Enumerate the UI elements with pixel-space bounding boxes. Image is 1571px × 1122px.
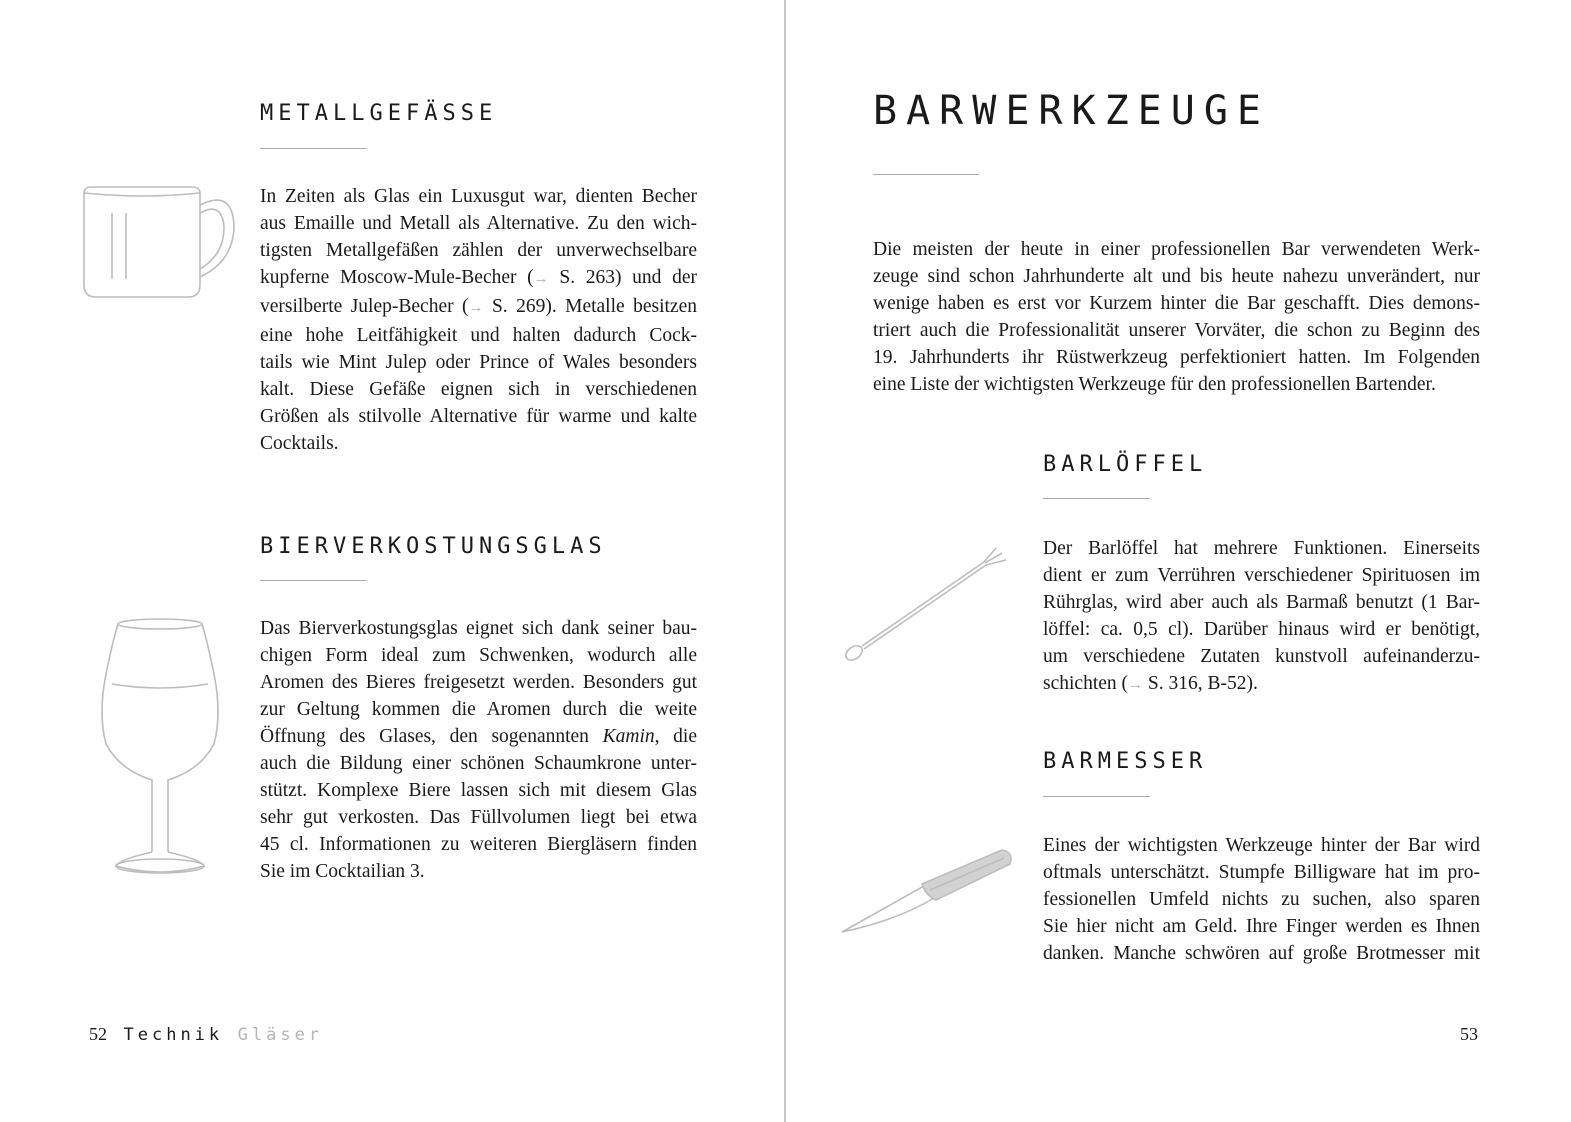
bar-spoon-icon (838, 540, 1018, 670)
page-title: BARWERKZEUGE (873, 88, 1270, 134)
italic-term: Kamin (602, 726, 655, 747)
text-line: Eines der wichtigsten Werkzeuge hinter der Bar wird (1043, 835, 1480, 856)
text-line: oftmals unterschätzt. Stumpfe Billigware hat im pro- (1043, 862, 1480, 883)
metal-mug-icon (80, 183, 238, 303)
paragraph-bierverkostungsglas (260, 615, 697, 885)
paragraph-metallgefaesse (260, 183, 697, 457)
text-line: 45 cl. Informationen zu weiteren Biergläsern finden (260, 834, 697, 855)
paragraph-barmesser (1043, 832, 1480, 967)
text-line: schichten (→ S. 316, B-52). (1043, 673, 1258, 694)
heading-rule (1043, 796, 1150, 797)
heading-rule (260, 580, 367, 581)
paragraph-barloeffel (1043, 535, 1480, 699)
text-line: dient er zum Verrühren verschiedener Spirituosen im (1043, 565, 1480, 586)
text-line: wenige haben es erst vor Kurzem hinter die Bar geschafft. Dies demons- (873, 293, 1480, 314)
text-line: auch die Bildung einer schönen Schaumkrone unter- (260, 753, 697, 774)
text-line: danken. Manche schwören auf große Brotmesser mit (1043, 943, 1480, 964)
page-number: 52 (89, 1024, 107, 1044)
left-page-footer (89, 1024, 323, 1045)
page-reference-arrow: → (1128, 677, 1144, 693)
text-line: triert auch die Professionalität unserer Vorväter, die schon zu Beginn des (873, 320, 1480, 341)
text-line: In Zeiten als Glas ein Luxusgut war, dienten Becher (260, 186, 697, 207)
page-reference-arrow: → (533, 271, 549, 287)
heading-barmesser: BARMESSER (1043, 749, 1208, 774)
text-line: tigsten Metallgefäßen zählen der unverwechselbare (260, 240, 697, 261)
text-line: um verschiedene Zutaten kunstvoll aufeinanderzu- (1043, 646, 1480, 667)
text-line: eine hohe Leitfähigkeit und halten dadurch Cock- (260, 325, 697, 346)
text-line: sehr gut verkosten. Das Füllvolumen liegt bei etwa (260, 807, 697, 828)
text-line: versilberte Julep-Becher (→ S. 269). Metalle besitzen (260, 296, 697, 317)
heading-barloeffel: BARLÖFFEL (1043, 452, 1208, 477)
page-reference-arrow: → (468, 300, 484, 316)
heading-metallgefaesse: METALLGEFÄSSE (260, 101, 498, 126)
text-line: Rührglas, wird aber auch als Barmaß benutzt (1 Bar- (1043, 592, 1480, 613)
text-line: zeuge sind schon Jahrhunderte alt und bis heute nahezu unverändert, nur (873, 266, 1480, 287)
book-spine (784, 0, 786, 1122)
bar-knife-icon (838, 846, 1018, 938)
title-rule (873, 174, 979, 175)
text-line: stützt. Komplexe Biere lassen sich mit diesem Glas (260, 780, 697, 801)
text-line: zur Geltung kommen die Aromen durch die weite (260, 699, 697, 720)
right-page-footer (1460, 1024, 1478, 1045)
heading-rule (260, 148, 367, 149)
text-line: eine Liste der wichtigsten Werkzeuge für den professionellen Bartender. (873, 374, 1436, 395)
text-line: Das Bierverkostungsglas eignet sich dank seiner bau- (260, 618, 697, 639)
heading-rule (1043, 498, 1150, 499)
heading-bierverkostungsglas: BIERVERKOSTUNGSGLAS (260, 534, 607, 559)
text-line: tails wie Mint Julep oder Prince of Wales besonders (260, 352, 697, 373)
page-number: 53 (1460, 1024, 1478, 1044)
text-line: Cocktails. (260, 433, 339, 454)
text-line: Größen als stilvolle Alternative für warme und kalte (260, 406, 697, 427)
text-line: löffel: ca. 0,5 cl). Darüber hinaus wird er benötigt, (1043, 619, 1480, 640)
text-line: kupferne Moscow-Mule-Becher (→ S. 263) und der (260, 267, 697, 288)
text-line: Sie hier nicht am Geld. Ihre Finger werden es Ihnen (1043, 916, 1480, 937)
text-line: Aromen des Bieres freigesetzt werden. Besonders gut (260, 672, 697, 693)
text-line: aus Emaille und Metall als Alternative. Zu den wich- (260, 213, 697, 234)
running-head-section: Gläser (237, 1025, 324, 1045)
text-line: 19. Jahrhunderts ihr Rüstwerkzeug perfektioniert hatten. Im Folgenden (873, 347, 1480, 368)
running-head-chapter: Technik (123, 1025, 224, 1045)
beer-tasting-glass-icon (98, 614, 222, 884)
text-line: chigen Form ideal zum Schwenken, wodurch alle (260, 645, 697, 666)
paragraph-intro (873, 236, 1480, 398)
text-line: Öffnung des Glases, den sogenannten Kamin, die (260, 726, 698, 747)
text-line: Sie im Cocktailian 3. (260, 861, 425, 882)
text-line: Der Barlöffel hat mehrere Funktionen. Einerseits (1043, 538, 1480, 559)
text-line: kalt. Diese Gefäße eignen sich in verschiedenen (260, 379, 697, 400)
text-line: fessionellen Umfeld nichts zu suchen, also sparen (1043, 889, 1480, 910)
text-line: Die meisten der heute in einer professionellen Bar verwendeten Werk- (873, 239, 1480, 260)
